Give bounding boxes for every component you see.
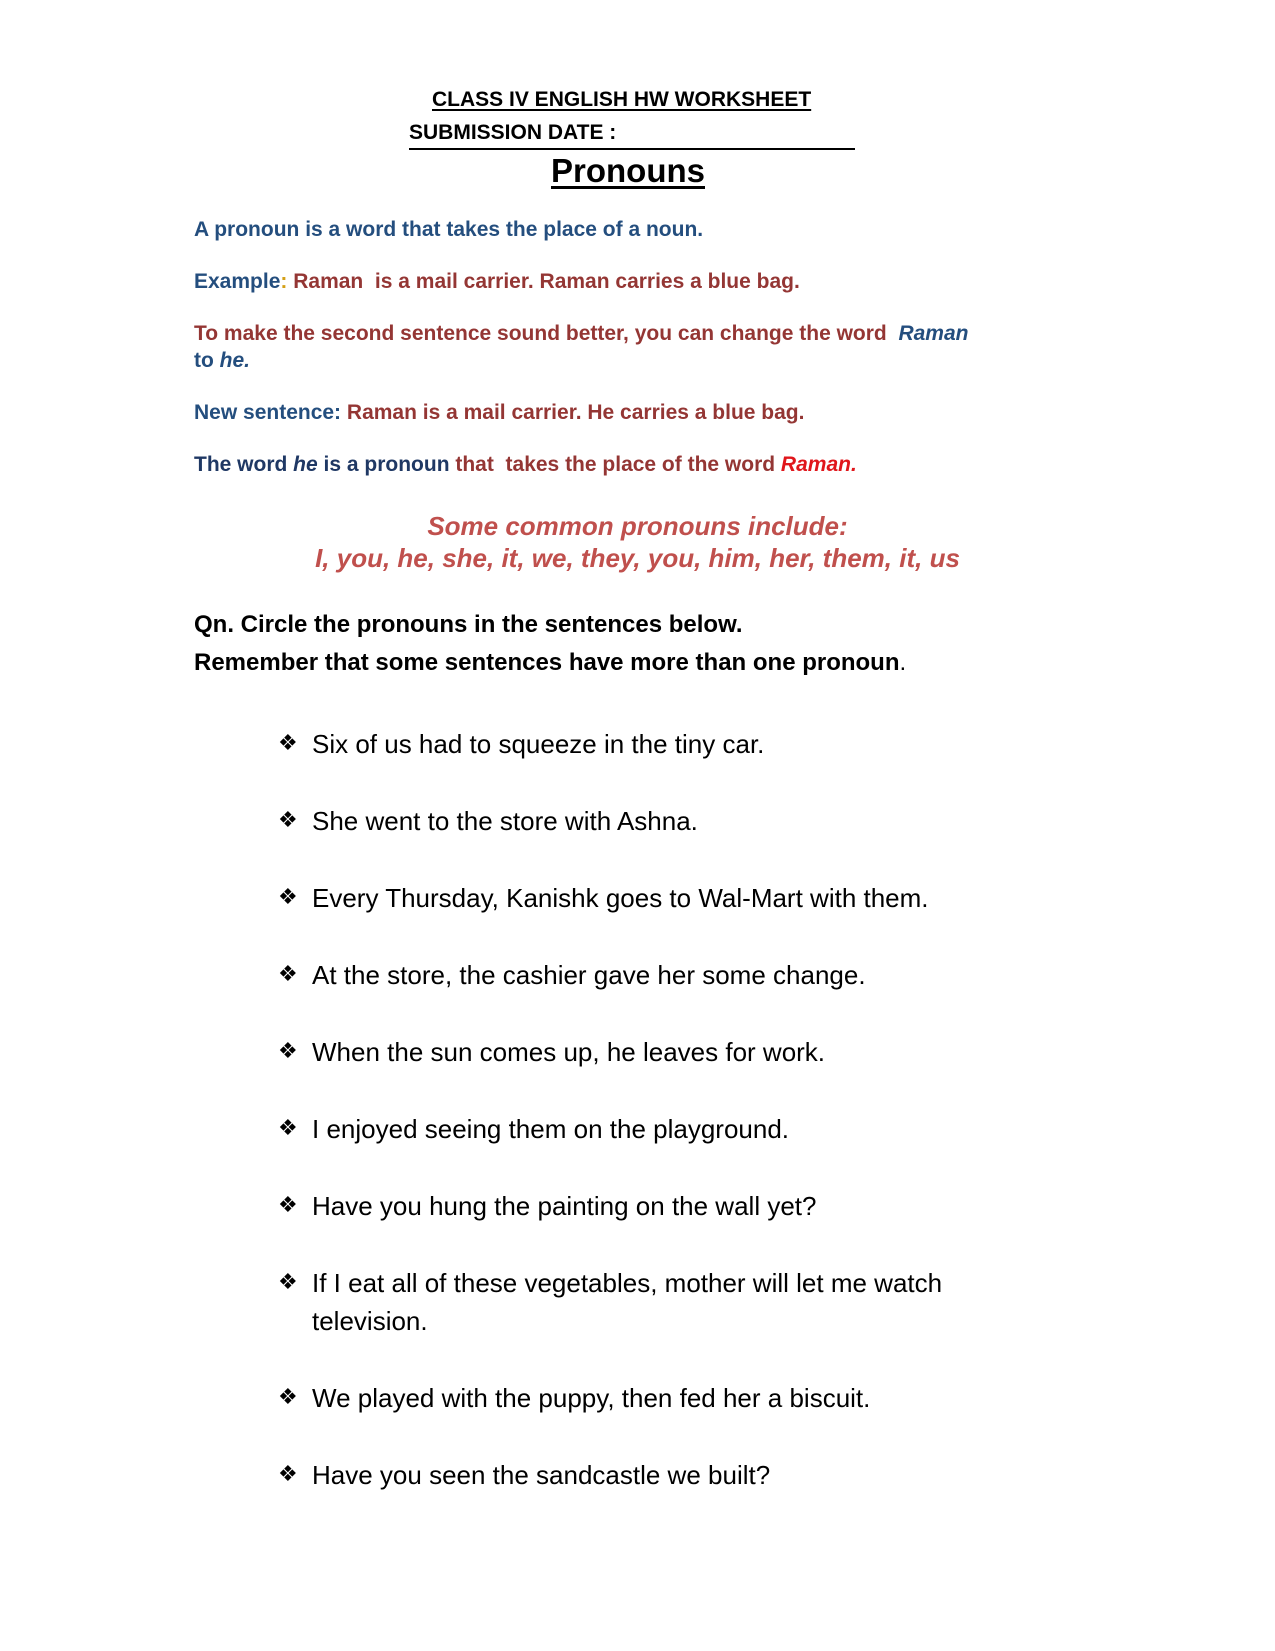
question-line2-text: Remember that some sentences have more than one pronoun	[194, 649, 900, 676]
new-sentence-label: New sentence:	[194, 401, 342, 424]
four-diamond-bullet-icon: ❖	[278, 1116, 298, 1141]
page-heading: Pronouns	[551, 152, 705, 189]
sentence-text: At the store, the cashier gave her some change.	[312, 960, 866, 990]
four-diamond-bullet-icon: ❖	[278, 1270, 298, 1295]
list-item	[278, 956, 1032, 1033]
pronoun-note-part2: is a pronoun	[317, 453, 456, 476]
sentence-text: We played with the puppy, then fed her a biscuit.	[312, 1383, 871, 1413]
list-item	[278, 1187, 1032, 1264]
list-item	[278, 1379, 1032, 1456]
worksheet-title: CLASS IV ENGLISH HW WORKSHEET	[432, 88, 812, 111]
list-item	[278, 879, 1032, 956]
pronoun-note-part1: The word	[194, 453, 294, 476]
example-colon: :	[280, 270, 288, 293]
question-line2	[194, 644, 906, 682]
example-label: Example	[194, 270, 281, 293]
explanation-paragraph	[194, 320, 968, 374]
list-item	[278, 725, 1032, 802]
four-diamond-bullet-icon: ❖	[278, 1385, 298, 1410]
four-diamond-bullet-icon: ❖	[278, 885, 298, 910]
sentence-list	[278, 725, 1032, 1533]
list-item	[278, 802, 1032, 879]
sentence-text: Every Thursday, Kanishk goes to Wal-Mart with them.	[312, 883, 929, 913]
sentence-text: She went to the store with Ashna.	[312, 806, 698, 836]
example-line	[194, 268, 800, 295]
four-diamond-bullet-icon: ❖	[278, 1193, 298, 1218]
pronoun-note-part3: that takes the place of the word	[455, 453, 781, 476]
sentence-text: I enjoyed seeing them on the playground.	[312, 1114, 790, 1144]
four-diamond-bullet-icon: ❖	[278, 808, 298, 833]
four-diamond-bullet-icon: ❖	[278, 962, 298, 987]
four-diamond-bullet-icon: ❖	[278, 1462, 298, 1487]
pronoun-note-he: he	[293, 453, 318, 476]
question-line1: Qn. Circle the pronouns in the sentences below.	[194, 611, 743, 638]
sentence-text: Have you hung the painting on the wall yet?	[312, 1191, 817, 1221]
list-item	[278, 1033, 1032, 1110]
explanation-text-line1: To make the second sentence sound better, you can change the word	[194, 322, 893, 345]
example-text: Raman is a mail carrier. Raman carries a blue bag.	[287, 270, 800, 293]
list-item	[278, 1456, 1032, 1533]
new-sentence-text: Raman is a mail carrier. He carries a blue bag.	[341, 401, 805, 424]
new-sentence-line	[194, 399, 804, 426]
submission-date-blank-line	[409, 148, 855, 150]
sentence-text: Have you seen the sandcastle we built?	[312, 1460, 771, 1490]
submission-date-label: SUBMISSION DATE :	[409, 121, 617, 144]
explanation-text-line2: to	[194, 349, 220, 372]
pronoun-definition: A pronoun is a word that takes the place of a noun.	[194, 218, 704, 241]
common-pronouns-heading: Some common pronouns include:	[427, 511, 848, 541]
four-diamond-bullet-icon: ❖	[278, 1039, 298, 1064]
sentence-text: Six of us had to squeeze in the tiny car.	[312, 729, 765, 759]
list-item	[278, 1110, 1032, 1187]
pronoun-note-line	[194, 451, 857, 478]
sentence-text: When the sun comes up, he leaves for work.	[312, 1037, 826, 1067]
four-diamond-bullet-icon: ❖	[278, 731, 298, 756]
explanation-word-raman: Raman	[898, 322, 969, 345]
common-pronouns-list: I, you, he, she, it, we, they, you, him, her, them, it, us	[315, 543, 960, 573]
list-item	[278, 1264, 1032, 1379]
question-line2-period: .	[899, 649, 907, 676]
pronoun-note-raman: Raman.	[780, 453, 857, 476]
explanation-word-he: he.	[219, 349, 250, 372]
sentence-text: If I eat all of these vegetables, mother will let me watch television.	[312, 1268, 943, 1336]
